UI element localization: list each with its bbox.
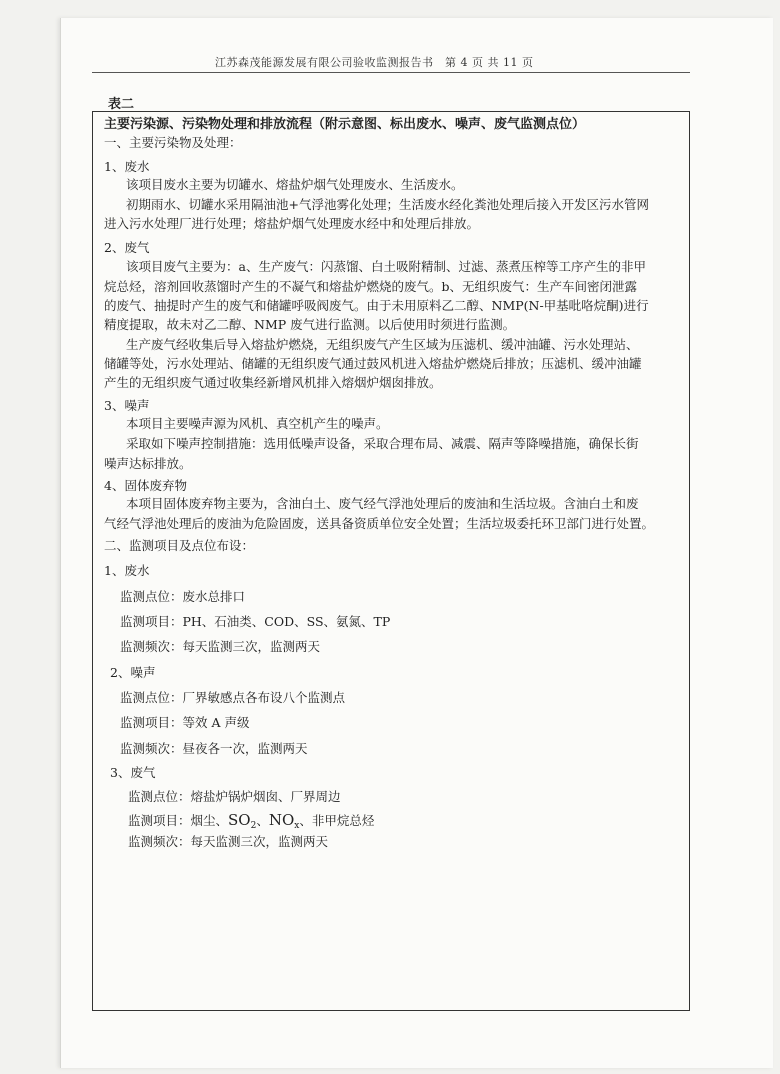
paragraph-line: 精度提取，故未对乙二醇、NMP 废气进行监测。以后使用时须进行监测。: [104, 317, 516, 332]
paragraph-line: 初期雨水、切罐水采用隔油池+气浮池雾化处理；生活废水经化粪池处理后接入开发区污水管网: [126, 197, 649, 212]
paragraph-line: 本项目主要噪声源为风机、真空机产生的噪声。: [126, 416, 389, 431]
paragraph-line: 烷总烃，溶剂回收蒸馏时产生的不凝气和熔盐炉燃烧的废气。b、无组织废气：生产车间密闭泄露: [104, 279, 638, 294]
so2-label: SO: [228, 811, 251, 829]
monitoring-frequency: 监测频次：每天监测三次，监测两天: [128, 834, 329, 849]
subsection-heading: 1、废水: [104, 563, 150, 578]
subsection-heading: 2、噪声: [110, 665, 156, 680]
monitoring-point: 监测点位：熔盐炉锅炉烟囱、厂界周边: [128, 789, 341, 804]
nox-subscript: x: [294, 821, 300, 831]
paragraph-line: 噪声达标排放。: [104, 456, 192, 471]
paragraph-line: 的废气、抽提时产生的废气和储罐呼吸阀废气。由于未用原料乙二醇、NMP(N-甲基吡咯烷酮)进行: [104, 298, 649, 313]
nox-label: NO: [268, 811, 295, 829]
monitoring-items: 监测项目：等效 A 声级: [120, 715, 250, 730]
table-label: 表二: [108, 97, 135, 112]
monitoring-point: 监测点位：厂界敏感点各布设八个监测点: [120, 690, 346, 705]
paragraph-line: 采取如下噪声控制措施：选用低噪声设备，采取合理布局、减震、隔声等降噪措施，确保长街: [126, 436, 639, 451]
paragraph-line: 储罐等处，污水处理站、储罐的无组织废气通过鼓风机进入熔盐炉燃烧后排放；压滤机、缓冲油罐: [104, 356, 642, 371]
table-title: 主要污染源、污染物处理和排放流程（附示意图、标出废水、噪声、废气监测点位）: [104, 117, 586, 132]
subsection-heading: 3、噪声: [104, 398, 150, 413]
subsection-heading: 4、固体废弃物: [104, 478, 187, 493]
items-separator: 、: [256, 813, 269, 828]
paragraph-line: 本项目固体废弃物主要为，含油白土、废气经气浮池处理后的废油和生活垃圾。含油白土和废: [126, 496, 639, 511]
items-prefix: 监测项目：烟尘、: [128, 813, 229, 828]
paragraph-line: 进入污水处理厂进行处理；熔盐炉烟气处理废水经中和处理后排放。: [104, 216, 480, 231]
paragraph-line: 该项目废水主要为切罐水、熔盐炉烟气处理废水、生活废水。: [126, 177, 464, 192]
section-heading: 二、监测项目及点位布设：: [104, 538, 255, 553]
monitoring-frequency: 监测频次：昼夜各一次，监测两天: [120, 741, 308, 756]
monitoring-point: 监测点位：废水总排口: [120, 589, 246, 604]
monitoring-items: [128, 811, 374, 835]
subsection-heading: 1、废水: [104, 159, 150, 174]
running-header: 江苏森茂能源发展有限公司验收监测报告书 第 4 页 共 11 页: [215, 56, 534, 69]
so2-subscript: 2: [250, 821, 257, 831]
paragraph-line: 该项目废气主要为：a、生产废气：闪蒸馏、白土吸附精制、过滤、蒸煮压榨等工序产生的非甲: [126, 259, 646, 274]
paragraph-line: 生产废气经收集后导入熔盐炉燃烧，无组织废气产生区域为压滤机、缓冲油罐、污水处理站、: [126, 337, 639, 352]
section-heading: 一、主要污染物及处理：: [104, 135, 242, 150]
monitoring-frequency: 监测频次：每天监测三次，监测两天: [120, 639, 321, 654]
monitoring-items: 监测项目：PH、石油类、COD、SS、氨氮、TP: [120, 614, 391, 629]
subsection-heading: 2、废气: [104, 240, 150, 255]
items-suffix: 、非甲烷总烃: [299, 813, 375, 828]
table-frame: [92, 111, 690, 1011]
paragraph-line: 气经气浮池处理后的废油为危险固废，送具备资质单位安全处置；生活垃圾委托环卫部门进行处置。: [104, 516, 655, 531]
subsection-heading: 3、废气: [110, 765, 156, 780]
paragraph-line: 产生的无组织废气通过收集经新增风机排入熔烟炉烟囱排放。: [104, 375, 442, 390]
header-rule: [92, 72, 690, 73]
